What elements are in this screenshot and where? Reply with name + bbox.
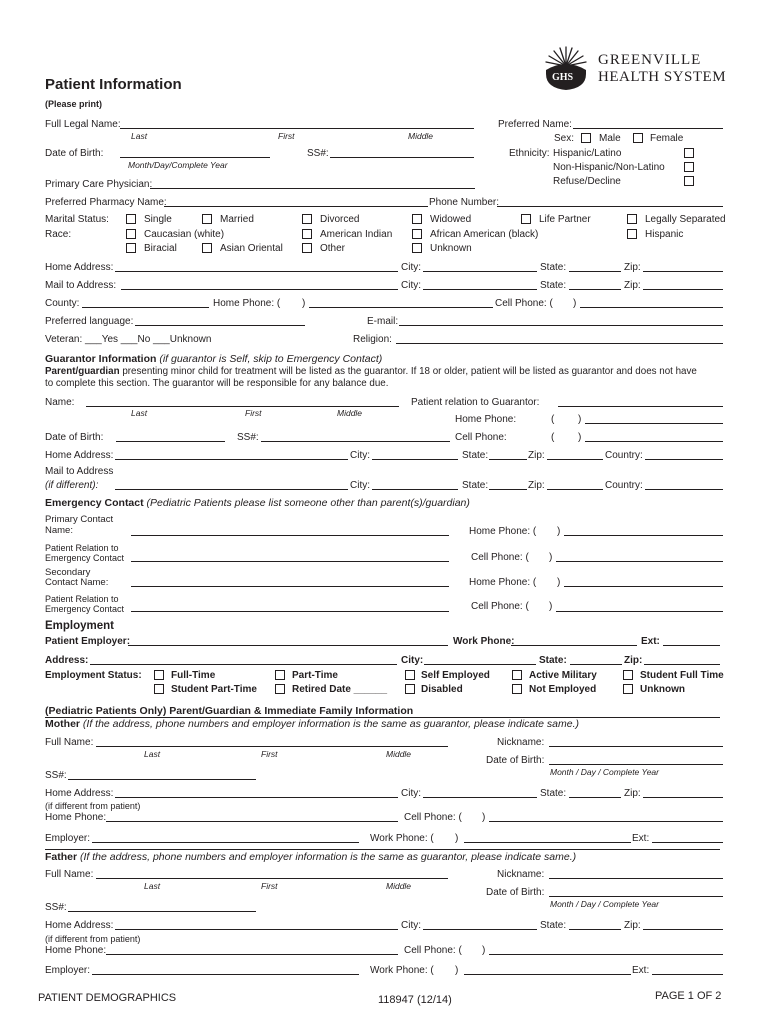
guarantor-home-phone-close: )	[578, 414, 582, 425]
mother-nickname-field[interactable]	[549, 746, 723, 747]
home-phone-field[interactable]	[309, 307, 493, 308]
african-american-checkbox[interactable]	[412, 229, 422, 239]
last-hint: Last	[131, 131, 148, 141]
guarantor-cell-phone-field[interactable]	[585, 441, 723, 442]
father-ssn-label: SS#:	[45, 902, 67, 913]
non-hispanic-checkbox[interactable]	[684, 162, 694, 172]
father-middle-hint: Middle	[386, 881, 412, 891]
father-dob-label: Date of Birth:	[486, 887, 545, 898]
language-label: Preferred language:	[45, 316, 134, 327]
mother-heading	[45, 718, 579, 730]
primary-home-phone-label: Home Phone: (	[469, 526, 537, 537]
mother-dob-field[interactable]	[549, 764, 723, 765]
employer-city-field[interactable]	[424, 664, 536, 665]
preferred-name-label: Preferred Name:	[498, 119, 572, 130]
father-home-phone-field[interactable]	[106, 954, 398, 955]
student-full-time-checkbox[interactable]	[623, 670, 633, 680]
guarantor-heading	[45, 353, 382, 365]
pharmacy-field[interactable]	[164, 206, 428, 207]
guarantor-home-phone-open: (	[551, 414, 555, 425]
secondary-contact-field[interactable]	[131, 586, 449, 587]
refuse-checkbox[interactable]	[684, 176, 694, 186]
guarantor-home-address-label: Home Address:	[45, 450, 114, 461]
page-subtitle: (Please print)	[45, 99, 103, 109]
guarantor-country-field[interactable]	[645, 459, 723, 460]
male-label: Male	[599, 133, 621, 144]
pharmacy-phone-label: Phone Number:	[429, 197, 500, 208]
religion-label: Religion:	[353, 334, 392, 345]
employment-heading: Employment	[45, 620, 115, 632]
logo-line2: HEALTH SYSTEM	[598, 69, 727, 85]
cell-phone-field[interactable]	[580, 307, 723, 308]
mother-dob-hint: Month / Day / Complete Year	[550, 767, 659, 777]
mother-dob-label: Date of Birth:	[486, 755, 545, 766]
male-checkbox[interactable]	[581, 133, 591, 143]
guarantor-mail-city-field[interactable]	[372, 489, 458, 490]
father-nickname-field[interactable]	[549, 878, 723, 879]
race-label: Race:	[45, 229, 72, 240]
mother-nickname-label: Nickname:	[497, 737, 545, 748]
dob-field[interactable]	[120, 157, 270, 158]
secondary-home-phone-field[interactable]	[564, 586, 723, 587]
footer-right: PAGE 1 OF 2	[655, 990, 722, 1002]
mother-work-phone-field[interactable]	[464, 842, 631, 843]
full-time-checkbox[interactable]	[154, 670, 164, 680]
legally-separated-checkbox[interactable]	[627, 214, 637, 224]
mother-ssn-field[interactable]	[68, 779, 256, 780]
primary-contact-field[interactable]	[131, 535, 449, 536]
mother-city-label: City:	[401, 788, 421, 799]
employer-zip-label: Zip:	[624, 655, 643, 666]
widowed-checkbox[interactable]	[412, 214, 422, 224]
active-military-label: Active Military	[529, 670, 597, 681]
mother-section-rule	[45, 849, 720, 850]
mail-city-field[interactable]	[423, 289, 537, 290]
father-dob-field[interactable]	[549, 896, 723, 897]
email-label: E-mail:	[367, 316, 399, 327]
father-cell-phone-field[interactable]	[489, 954, 723, 955]
guarantor-heading-text: Guarantor Information	[45, 353, 157, 365]
self-employed-label: Self Employed	[421, 670, 490, 681]
guarantor-para-bold: Parent/guardian	[45, 366, 120, 377]
self-employed-checkbox[interactable]	[405, 670, 415, 680]
mail-state-field[interactable]	[569, 289, 621, 290]
other-label: Other	[320, 243, 346, 254]
guarantor-para-1	[45, 366, 697, 378]
hispanic-label: Hispanic/Latino	[553, 148, 622, 159]
mother-heading-note: (If the address, phone numbers and employer information is the same as guarantor, please indicate same.)	[82, 718, 580, 730]
preferred-name-field[interactable]	[573, 128, 723, 129]
not-employed-checkbox[interactable]	[512, 684, 522, 694]
secondary-relation-label-1: Patient Relation to	[45, 594, 119, 604]
disabled-label: Disabled	[421, 684, 463, 695]
mail-zip-field[interactable]	[643, 289, 723, 290]
pharmacy-phone-field[interactable]	[497, 206, 723, 207]
father-home-address-field[interactable]	[115, 929, 398, 930]
american-indian-label: American Indian	[320, 229, 393, 240]
mother-state-label: State:	[540, 788, 567, 799]
guarantor-ssn-field[interactable]	[261, 441, 450, 442]
guarantor-zip-field[interactable]	[547, 459, 603, 460]
mother-ext-field[interactable]	[652, 842, 723, 843]
unknown-employment-label: Unknown	[640, 684, 685, 695]
mother-home-address-label: Home Address:	[45, 788, 114, 799]
life-partner-label: Life Partner	[539, 214, 591, 225]
employer-address-label: Address:	[45, 655, 89, 666]
mother-home-phone-field[interactable]	[106, 821, 398, 822]
guarantor-dob-field[interactable]	[116, 441, 225, 442]
first-hint: First	[278, 131, 295, 141]
asian-oriental-label: Asian Oriental	[220, 243, 283, 254]
other-checkbox[interactable]	[302, 243, 312, 253]
guarantor-home-phone-field[interactable]	[585, 423, 723, 424]
mother-last-hint: Last	[144, 749, 161, 759]
home-state-field[interactable]	[569, 271, 621, 272]
emergency-heading	[45, 497, 470, 509]
primary-relation-field[interactable]	[131, 561, 449, 562]
secondary-cell-phone-close: )	[549, 601, 553, 612]
mother-zip-field[interactable]	[643, 797, 723, 798]
secondary-cell-phone-field[interactable]	[556, 611, 723, 612]
mother-middle-hint: Middle	[386, 749, 412, 759]
secondary-relation-label-2: Emergency Contact	[45, 604, 125, 614]
mother-cell-phone-close: )	[482, 812, 486, 823]
full-legal-name-label: Full Legal Name:	[45, 119, 121, 130]
employer-address-field[interactable]	[90, 664, 397, 665]
guarantor-mail-zip-field[interactable]	[547, 489, 603, 490]
ssn-label: SS#:	[307, 148, 329, 159]
father-heading-note: (If the address, phone numbers and employer information is the same as guarantor, please indicate same.)	[80, 851, 577, 863]
female-label: Female	[650, 133, 684, 144]
female-checkbox[interactable]	[633, 133, 643, 143]
father-full-name-label: Full Name:	[45, 869, 94, 880]
legally-separated-label: Legally Separated	[645, 214, 726, 225]
home-city-label: City:	[401, 262, 421, 273]
guarantor-heading-note: (if guarantor is Self, skip to Emergency Contact)	[159, 353, 383, 365]
mother-ssn-label: SS#:	[45, 770, 67, 781]
logo-line1: GREENVILLE	[598, 52, 702, 68]
guarantor-middle-hint: Middle	[337, 408, 363, 418]
mail-state-label: State:	[540, 280, 567, 291]
ethnicity-label: Ethnicity:	[509, 148, 550, 159]
biracial-label: Biracial	[144, 243, 177, 254]
not-employed-label: Not Employed	[529, 684, 597, 695]
employer-city-label: City:	[401, 655, 424, 666]
secondary-contact-label-1: Secondary	[45, 567, 91, 578]
mail-address-label: Mail to Address:	[45, 280, 117, 291]
mother-heading-text: Mother	[45, 718, 80, 730]
secondary-home-phone-close: )	[557, 577, 561, 588]
mother-work-phone-label: Work Phone: (	[370, 833, 434, 844]
student-part-time-label: Student Part-Time	[171, 684, 257, 695]
primary-cell-phone-close: )	[549, 552, 553, 563]
guarantor-home-address-field[interactable]	[115, 459, 348, 460]
primary-home-phone-field[interactable]	[564, 535, 723, 536]
mother-zip-label: Zip:	[624, 788, 641, 799]
primary-contact-label-1: Primary Contact	[45, 514, 114, 525]
guarantor-mail-label-2: (if different):	[45, 480, 99, 491]
unknown-employment-checkbox[interactable]	[623, 684, 633, 694]
ssn-field[interactable]	[330, 157, 474, 158]
employer-state-label: State:	[539, 655, 567, 666]
primary-cell-phone-field[interactable]	[556, 561, 723, 562]
father-full-name-field[interactable]	[96, 878, 448, 879]
retired-checkbox[interactable]	[275, 684, 285, 694]
father-ssn-field[interactable]	[68, 911, 256, 912]
guarantor-ssn-label: SS#:	[237, 432, 259, 443]
father-employer-field[interactable]	[92, 974, 359, 975]
home-address-field[interactable]	[115, 271, 398, 272]
disabled-checkbox[interactable]	[405, 684, 415, 694]
emergency-heading-note: (Pediatric Patients please list someone other than parent(s)/guardian)	[146, 497, 470, 509]
unknown-race-checkbox[interactable]	[412, 243, 422, 253]
work-phone-field[interactable]	[511, 645, 637, 646]
mother-full-name-label: Full Name:	[45, 737, 94, 748]
married-label: Married	[220, 214, 254, 225]
mail-address-field[interactable]	[121, 289, 398, 290]
father-if-different: (if different from patient)	[45, 934, 141, 944]
veteran-label: Veteran: ___Yes ___No ___Unknown	[45, 334, 212, 345]
part-time-checkbox[interactable]	[275, 670, 285, 680]
unknown-race-label: Unknown	[430, 243, 472, 254]
guarantor-cell-phone-close: )	[578, 432, 582, 443]
mother-city-field[interactable]	[423, 797, 537, 798]
caucasian-label: Caucasian (white)	[144, 229, 225, 240]
footer-center: 118947 (12/14)	[378, 994, 452, 1006]
religion-field[interactable]	[396, 343, 723, 344]
guarantor-state-label: State:	[462, 450, 489, 461]
father-zip-field[interactable]	[643, 929, 723, 930]
parents-heading: (Pediatric Patients Only) Parent/Guardian & Immediate Family Information	[45, 705, 414, 717]
guarantor-mail-city-label: City:	[350, 480, 370, 491]
hispanic-race-label: Hispanic	[645, 229, 684, 240]
widowed-label: Widowed	[430, 214, 472, 225]
home-address-label: Home Address:	[45, 262, 114, 273]
father-last-hint: Last	[144, 881, 161, 891]
married-checkbox[interactable]	[202, 214, 212, 224]
father-city-field[interactable]	[423, 929, 537, 930]
guarantor-mail-country-label: Country:	[605, 480, 643, 491]
asian-oriental-checkbox[interactable]	[202, 243, 212, 253]
county-field[interactable]	[82, 307, 209, 308]
mother-cell-phone-label: Cell Phone: (	[404, 812, 462, 823]
employment-status-label: Employment Status:	[45, 670, 142, 681]
sex-label: Sex:	[554, 133, 575, 144]
father-work-phone-close: )	[455, 965, 459, 976]
father-home-phone-label: Home Phone:	[45, 945, 107, 956]
single-checkbox[interactable]	[126, 214, 136, 224]
father-state-label: State:	[540, 920, 567, 931]
mother-full-name-field[interactable]	[96, 746, 448, 747]
father-city-label: City:	[401, 920, 421, 931]
home-zip-field[interactable]	[643, 271, 723, 272]
father-state-field[interactable]	[569, 929, 621, 930]
pcp-label: Primary Care Physician:	[45, 179, 153, 190]
father-zip-label: Zip:	[624, 920, 641, 931]
pcp-field[interactable]	[150, 188, 475, 189]
cell-phone-close: )	[573, 298, 577, 309]
active-military-checkbox[interactable]	[512, 670, 522, 680]
guarantor-name-label: Name:	[45, 397, 75, 408]
employer-zip-field[interactable]	[644, 664, 720, 665]
primary-relation-label-2: Emergency Contact	[45, 553, 125, 563]
home-phone-label: Home Phone: (	[213, 298, 281, 309]
guarantor-home-phone-label: Home Phone:	[455, 414, 517, 425]
full-time-label: Full-Time	[171, 670, 216, 681]
cell-phone-label: Cell Phone: (	[495, 298, 553, 309]
primary-home-phone-close: )	[557, 526, 561, 537]
mother-home-phone-label: Home Phone:	[45, 812, 107, 823]
guarantor-mail-label-1: Mail to Address	[45, 466, 114, 477]
secondary-cell-phone-label: Cell Phone: (	[471, 601, 529, 612]
guarantor-relation-field[interactable]	[558, 406, 723, 407]
life-partner-checkbox[interactable]	[521, 214, 531, 224]
mail-city-label: City:	[401, 280, 421, 291]
mother-work-phone-close: )	[455, 833, 459, 844]
home-zip-label: Zip:	[624, 262, 641, 273]
guarantor-mail-state-field[interactable]	[489, 489, 527, 490]
student-full-time-label: Student Full Time	[640, 670, 724, 681]
secondary-home-phone-label: Home Phone: (	[469, 577, 537, 588]
student-part-time-checkbox[interactable]	[154, 684, 164, 694]
mother-employer-field[interactable]	[92, 842, 359, 843]
guarantor-state-field[interactable]	[489, 459, 527, 460]
guarantor-cell-phone-label: Cell Phone:	[455, 432, 507, 443]
father-heading-text: Father	[45, 851, 78, 863]
guarantor-first-hint: First	[245, 408, 262, 418]
guarantor-para-2: to complete this section. The guarantor will be responsible for any balance due.	[45, 378, 389, 389]
mother-cell-phone-field[interactable]	[489, 821, 723, 822]
divorced-checkbox[interactable]	[302, 214, 312, 224]
african-american-label: African American (black)	[430, 229, 539, 240]
guarantor-mail-state-label: State:	[462, 480, 489, 491]
father-dob-hint: Month / Day / Complete Year	[550, 899, 659, 909]
father-first-hint: First	[261, 881, 278, 891]
divorced-label: Divorced	[320, 214, 360, 225]
mother-ext-label: Ext:	[632, 833, 650, 844]
home-state-label: State:	[540, 262, 567, 273]
guarantor-zip-label: Zip:	[528, 450, 545, 461]
primary-contact-label-2: Name:	[45, 525, 73, 536]
biracial-checkbox[interactable]	[126, 243, 136, 253]
father-cell-phone-close: )	[482, 945, 486, 956]
father-nickname-label: Nickname:	[497, 869, 545, 880]
father-employer-label: Employer:	[45, 965, 91, 976]
father-heading	[45, 851, 576, 863]
mother-state-field[interactable]	[569, 797, 621, 798]
father-work-phone-label: Work Phone: (	[370, 965, 434, 976]
ext-field[interactable]	[663, 645, 720, 646]
home-city-field[interactable]	[423, 271, 537, 272]
dob-hint: Month/Day/Complete Year	[128, 160, 228, 170]
marital-status-label: Marital Status:	[45, 214, 109, 225]
guarantor-cell-phone-open: (	[551, 432, 555, 443]
guarantor-relation-label: Patient relation to Guarantor:	[411, 397, 540, 408]
single-label: Single	[144, 214, 172, 225]
father-home-address-label: Home Address:	[45, 920, 114, 931]
non-hispanic-label: Non-Hispanic/Non-Latino	[553, 162, 665, 173]
guarantor-city-field[interactable]	[372, 459, 458, 460]
work-phone-label: Work Phone:	[453, 636, 515, 647]
mail-zip-label: Zip:	[624, 280, 641, 291]
guarantor-mail-country-field[interactable]	[645, 489, 723, 490]
hispanic-race-checkbox[interactable]	[627, 229, 637, 239]
guarantor-last-hint: Last	[131, 408, 148, 418]
employer-label: Patient Employer:	[45, 636, 131, 647]
county-label: County:	[45, 298, 80, 309]
father-ext-field[interactable]	[652, 974, 723, 975]
logo-badge: GHS	[552, 72, 574, 83]
hispanic-checkbox[interactable]	[684, 148, 694, 158]
father-ext-label: Ext:	[632, 965, 650, 976]
middle-hint: Middle	[408, 131, 434, 141]
ext-label: Ext:	[641, 636, 660, 647]
home-phone-close: )	[302, 298, 306, 309]
mother-employer-label: Employer:	[45, 833, 91, 844]
guarantor-mail-zip-label: Zip:	[528, 480, 545, 491]
retired-label: Retired Date ______	[292, 684, 388, 695]
mother-home-address-field[interactable]	[115, 797, 398, 798]
primary-cell-phone-label: Cell Phone: (	[471, 552, 529, 563]
guarantor-mail-address-field[interactable]	[115, 489, 348, 490]
mother-if-different: (if different from patient)	[45, 801, 141, 811]
email-field[interactable]	[399, 325, 723, 326]
guarantor-city-label: City:	[350, 450, 370, 461]
employer-state-field[interactable]	[570, 664, 622, 665]
footer-left: PATIENT DEMOGRAPHICS	[38, 992, 177, 1004]
secondary-contact-label-2: Contact Name:	[45, 577, 109, 588]
primary-relation-label-1: Patient Relation to	[45, 543, 119, 553]
father-work-phone-field[interactable]	[464, 974, 631, 975]
guarantor-para-line1: presenting minor child for treatment will be listed as the guarantor. If 18 or older, patient will be listed as guarantor and does not have	[119, 366, 697, 377]
guarantor-name-field[interactable]	[86, 406, 399, 407]
guarantor-country-label: Country:	[605, 450, 643, 461]
emergency-heading-text: Emergency Contact	[45, 497, 144, 509]
refuse-label: Refuse/Decline	[553, 176, 621, 187]
caucasian-checkbox[interactable]	[126, 229, 136, 239]
language-field[interactable]	[135, 325, 305, 326]
ghs-logo-emblem	[540, 44, 592, 92]
guarantor-dob-label: Date of Birth:	[45, 432, 104, 443]
full-legal-name-field[interactable]	[120, 128, 474, 129]
father-cell-phone-label: Cell Phone: (	[404, 945, 462, 956]
dob-label: Date of Birth:	[45, 148, 104, 159]
mother-first-hint: First	[261, 749, 278, 759]
secondary-relation-field[interactable]	[131, 611, 449, 612]
page-title: Patient Information	[45, 76, 182, 93]
pharmacy-label: Preferred Pharmacy Name:	[45, 197, 167, 208]
part-time-label: Part-Time	[292, 670, 338, 681]
american-indian-checkbox[interactable]	[302, 229, 312, 239]
employer-field[interactable]	[128, 645, 448, 646]
